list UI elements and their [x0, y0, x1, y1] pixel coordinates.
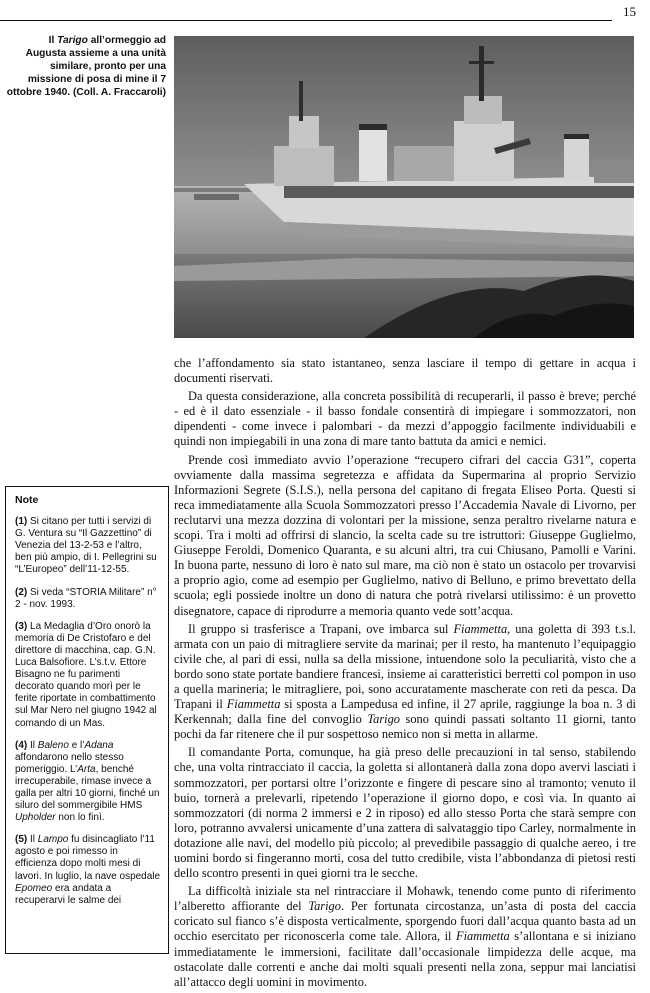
paragraph-text: . Per fortunata circostanza, un’asta di posta del caccia coricato sul fianco s’è disposta verticalmente, sporgendo fuori dall’acqua quanto basta ad un occhio esercitato per riconoscerla come tale. Allora, il [174, 899, 636, 944]
page-number: 15 [623, 4, 636, 19]
note-text: Si veda “STORIA Militare” n° 2 - nov. 1993. [15, 586, 157, 610]
paragraph-4 [174, 622, 636, 743]
photo-caption [6, 34, 166, 99]
header-rule [0, 20, 612, 21]
note-number: (2) [15, 586, 28, 598]
note-text: e l’ [68, 739, 85, 751]
caption-part2: all’ormeggio ad Augusta assieme a una unità similare, pronto per una missione di posa di mine il 7 ottobre 1940. (Coll. A. Fraccaroli) [6, 35, 166, 98]
note-ship-name: Lampo [37, 834, 69, 846]
note-text: non lo finì. [55, 812, 105, 824]
paragraph-text: , una goletta di 393 t.s.l. armata con un paio di mitragliere servite da marinai; per il resto, ha mantenuto l’equipaggio civile che, al pari di essi, nulla sa della missione, intuendone solo la peculiarità, visto che a bordo sono state portate bandiere francesi, insieme ai caratteristici berretti col pompon in uso a quella marineria; le mitragliere, poi, sono accuratamente mascherate con reti da pesca. Da Trapani il [174, 621, 637, 712]
note-ship-name: Epomeo [15, 882, 53, 894]
note-ship-name: Upholder [15, 812, 56, 824]
paragraph-2: Da questa considerazione, alla concreta possibilità di recuperarli, il passo è breve; perché - ed è il dato essenziale - il basso fondale consentirà di impiegare i sommozzatori, non dipendenti - come invece i palombari - da mezzi d’appoggio facilmente individuabili e quindi non impiegabili in una zona di mare tanto battuta da amici e nemici. [174, 389, 636, 449]
paragraph-text: si sposta a Lampedusa ed infine, il 27 aprile, raggiunge la boa n. 3 di Kerkennah; dalla fine del convoglio [174, 697, 636, 727]
note-number: (3) [15, 620, 28, 632]
note-text: , benché irrecuperabile, rimase invece a galla per altri 10 giorni, finché un siluro del sommergibile HMS [15, 763, 160, 812]
notes-title: Note [15, 494, 39, 506]
caption-part1: Il [48, 35, 58, 46]
ship-name: Fiammetta [226, 697, 281, 712]
note-3 [15, 621, 161, 730]
paragraph-3: Prende così immediato avvio l’operazione “recupero cifrari del caccia G31”, coperta ovviamente dalla massima segretezza e affidata da Supermarina al proprio Servizio Informazioni Segrete (S.I.S.), nella persona del capitano di fregata Eliseo Porta. Questi si reca immediatamente alla Scuola Sommozzatori presso l’Accademia Navale di Livorno, per reclutarvi una mezza dozzina di volontari per la missione, senza peraltro rivelarne natura e scopi. Tra i molti ad offrirsi di slancio, la scelta cade su tre istruttori: Giuseppe Guglielmo, Giuseppe Feroldi, Domenico Quaranta, e su alcuni altri, tra cui Chiusano, Pamolli e Varini. In buona parte, nessuno di loro è nato sul mare, ma ciò non è stato un ostacolo per trovarvisi a proprio agio, come ad esempio per Guglielmo, nativo di Belluno, e primo brevettato della scuola; egli possiede inoltre un dono di natura che potrà rivelarsi utilissimo: è un provetto disegnatore, capace di riprodurre a memoria quanto vede sott’acqua. [174, 452, 636, 618]
warship-photo [174, 36, 634, 338]
note-text: Il [27, 739, 38, 751]
article-body [174, 356, 636, 993]
note-number: (1) [15, 516, 28, 528]
note-ship-name: Adana [84, 739, 114, 751]
note-number: (4) [15, 739, 28, 751]
caption-ship-name: Tarigo [57, 35, 88, 46]
note-text: affondarono nello stesso pomeriggio. L’ [15, 751, 124, 775]
paragraph-text: La difficoltà iniziale sta nel rintracciare il Mohawk, tenendo come punto di riferimento l’alberetto affiorante del [174, 884, 636, 914]
note-5 [15, 834, 161, 907]
note-ship-name: Arta [77, 763, 96, 775]
notes-box [5, 486, 169, 954]
note-2 [15, 587, 161, 611]
paragraph-6 [174, 884, 636, 990]
ship-name: Fiammetta [456, 929, 510, 944]
paragraph-5: Il comandante Porta, comunque, ha già preso delle precauzioni in tal senso, stabilendo che, una volta rintracciato il caccia, la goletta si allontanerà dalla zona dopo avervi lasciati i sommozzatori, per portarsi oltre l’orizzonte e fingere di pescare sino al tramonto; venuto il buio, tornerà a prelevarli, ripetendo l’operazione il giorno dopo, e così via. In quanto ai sommozzatori (di norma 2 immersi e 2 in riposo) ed allo stesso Porta che starà sempre con loro, potranno avvalersi unicamente d’una zattera di salvataggio tipo Carley, normalmente in dotazione alle navi, del modello più piccolo; al prevedibile passaggio di qualche aereo, i tre uomini bordo si fingeranno morti, cosa del tutto credibile, vista l’abbondanza di pietosi resti dello scontro presenti in quei giorni tra le secche. [174, 745, 636, 881]
note-text: era andata a recuperarvi le salme dei [15, 882, 122, 906]
paragraph-text: Il gruppo si trasferisce a Trapani, ove imbarca sul [188, 621, 454, 636]
note-number: (5) [15, 834, 28, 846]
ship-name: Tarigo [367, 712, 400, 727]
note-text: Si citano per tutti i servizi di G. Ventura su “Il Gazzettino” di Venezia del 13-2-53 e l’altro, ben più ampio, di I. Pellegrini su “L’Europeo” dell’11-12-55. [15, 516, 157, 576]
ship-name: Fiammetta [453, 621, 508, 636]
note-ship-name: Baleno [37, 739, 69, 751]
note-1 [15, 516, 161, 576]
paragraph-text: sono quindi passati soltanto 11 giorni, tanto pochi da far ritenere che il pur sospettoso nemico non si metta in allarme. [174, 712, 636, 742]
note-text: Il [27, 834, 38, 846]
note-text: fu disincagliato l’11 agosto e poi rimesso in efficienza dopo molti mesi di lavori. In luglio, la nave ospedale [15, 834, 161, 882]
paragraph-1: che l’affondamento sia stato istantaneo, senza lasciare il tempo di gettare in acqua i documenti riservati. [174, 356, 636, 386]
note-text: La Medaglia d’Oro onorò la memoria di De Cristofaro e del direttore di macchina, cap. G.N. Luca Balsofiore. L’s.t.v. Ettore Bisagno ne fu parimenti decorato quando morì per le ferite riportate in combattimento sul Mar Nero nel giugno 1942 al comando di un Mas. [15, 620, 157, 729]
ship-name: Tarigo [308, 899, 341, 914]
warship-photo-drawing [174, 36, 634, 338]
note-4 [15, 740, 161, 825]
paragraph-text: s’allontana e si iniziano immediatamente le immersioni, facilitate dall’occasionale limpidezza delle acque, ma ostacolate dalle correnti e anche dai molti squali presenti nella zona, seppur mai lanciatisi all’attacco degli uomini in movimento. [174, 929, 636, 989]
